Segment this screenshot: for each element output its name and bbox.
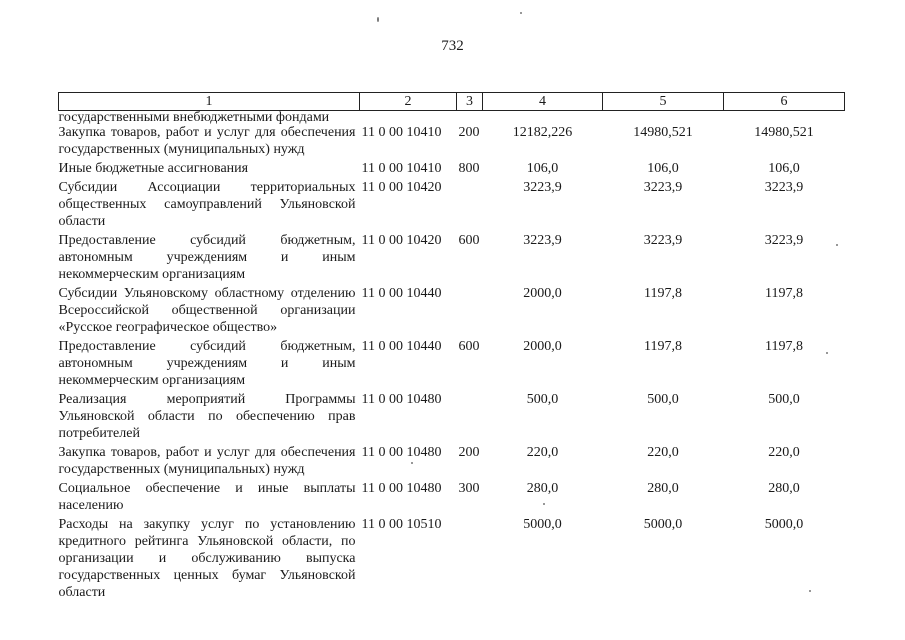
row-value-3: 500,0 [768, 392, 800, 407]
scan-speck [411, 462, 413, 464]
row-value-2: 1197,8 [644, 286, 682, 301]
row-expense-type: 200 [458, 125, 480, 140]
table-row [59, 516, 845, 603]
scan-speck [543, 503, 545, 505]
row-expense-type [457, 516, 483, 603]
row-value-1: 12182,226 [512, 125, 573, 140]
row-target-article: 11 0 00 10480 [361, 445, 442, 460]
table-row [59, 391, 845, 444]
table-row [59, 480, 845, 516]
row-target-article: 11 0 00 10420 [361, 180, 442, 195]
row-value-2: 280,0 [647, 481, 679, 496]
row-name: государственными внебюджетными фондами [58, 110, 330, 125]
header-row [59, 93, 845, 111]
table-row [59, 338, 845, 391]
row-value-1: 3223,9 [523, 180, 562, 195]
table-body [59, 111, 845, 604]
row-value-2 [603, 111, 724, 125]
table-row [59, 444, 845, 480]
row-expense-type: 800 [458, 161, 480, 176]
row-value-3: 1197,8 [765, 339, 803, 354]
row-value-3: 1197,8 [765, 286, 803, 301]
row-target-article: 11 0 00 10410 [361, 125, 442, 140]
row-name: Предоставление субсидий бюджетным, автономным учреждениям и иным некоммерческим организациям [58, 233, 356, 282]
header-col-2: 2 [360, 93, 457, 111]
row-target-article [360, 111, 457, 125]
row-value-2: 3223,9 [643, 233, 683, 248]
row-value-2: 3223,9 [643, 180, 683, 195]
row-target-article: 11 0 00 10480 [361, 392, 442, 407]
row-value-1: 5000,0 [523, 517, 562, 532]
header-col-3: 3 [457, 93, 483, 111]
row-value-2: 500,0 [647, 392, 679, 407]
row-value-3: 3223,9 [764, 180, 804, 195]
row-expense-type [457, 285, 483, 338]
row-value-3: 14980,521 [754, 125, 814, 140]
row-expense-type [457, 391, 483, 444]
scan-speck [826, 352, 828, 354]
table-row [59, 285, 845, 338]
row-expense-type: 600 [458, 339, 480, 354]
row-value-3: 280,0 [768, 481, 800, 496]
row-name: Закупка товаров, работ и услуг для обеспечения государственных (муниципальных) нужд [58, 125, 356, 157]
row-value-2: 1197,8 [644, 339, 682, 354]
row-name: Предоставление субсидий бюджетным, автономным учреждениям и иным некоммерческим организациям [58, 339, 356, 388]
row-value-1: 500,0 [526, 392, 559, 407]
row-name: Закупка товаров, работ и услуг для обеспечения государственных (муниципальных) нужд [58, 445, 356, 477]
row-value-1: 2000,0 [523, 339, 562, 354]
row-value-2: 14980,521 [633, 125, 693, 140]
row-name: Социальное обеспечение и иные выплаты населению [58, 481, 356, 513]
row-target-article: 11 0 00 10420 [361, 233, 442, 248]
row-name: Реализация мероприятий Программы Ульяновской области по обеспечению прав потребителей [58, 392, 356, 441]
row-expense-type [457, 179, 483, 232]
row-expense-type: 300 [458, 481, 480, 496]
row-name: Расходы на закупку услуг по установлению кредитного рейтинга Ульяновской области, по организации и обслуживанию выпуска государственных ценных бумаг Ульяновской области [58, 517, 356, 600]
row-target-article: 11 0 00 10510 [361, 517, 442, 532]
row-value-3: 3223,9 [764, 233, 804, 248]
page-number: 732 [441, 38, 464, 54]
header-col-1: 1 [59, 93, 360, 111]
row-value-1 [483, 111, 603, 125]
row-value-3: 5000,0 [764, 517, 804, 532]
table-row [59, 160, 845, 179]
table-row [59, 124, 845, 160]
table-row [59, 111, 845, 125]
row-value-3: 106,0 [768, 161, 800, 176]
row-value-2: 220,0 [647, 445, 679, 460]
row-target-article: 11 0 00 10440 [361, 339, 442, 354]
row-expense-type: 200 [458, 445, 480, 460]
row-expense-type: 600 [458, 233, 480, 248]
row-value-1: 280,0 [526, 481, 559, 496]
header-col-5: 5 [603, 93, 724, 111]
row-value-1: 2000,0 [523, 286, 562, 301]
row-name: Субсидии Ульяновскому областному отделению Всероссийской общественной организации «Русское географическое общество» [58, 286, 356, 335]
row-expense-type [457, 111, 483, 125]
row-value-1: 3223,9 [523, 233, 562, 248]
row-name: Иные бюджетные ассигнования [58, 161, 249, 176]
budget-table [58, 92, 845, 603]
row-value-1: 106,0 [526, 161, 559, 176]
scan-speck [836, 244, 838, 246]
header-col-6: 6 [724, 93, 845, 111]
row-value-2: 5000,0 [643, 517, 683, 532]
row-value-1: 220,0 [526, 445, 559, 460]
table-row [59, 232, 845, 285]
row-value-3: 220,0 [768, 445, 800, 460]
scan-speck [520, 12, 522, 14]
row-value-3 [724, 111, 845, 125]
row-target-article: 11 0 00 10410 [361, 161, 442, 176]
scan-speck [377, 17, 379, 22]
row-target-article: 11 0 00 10440 [361, 286, 442, 301]
table-row [59, 179, 845, 232]
row-target-article: 11 0 00 10480 [361, 481, 442, 496]
header-col-4: 4 [483, 93, 603, 111]
row-name: Субсидии Ассоциации территориальных общественных самоуправлений Ульяновской области [58, 180, 356, 229]
scan-speck [809, 590, 811, 592]
row-value-2: 106,0 [647, 161, 679, 176]
